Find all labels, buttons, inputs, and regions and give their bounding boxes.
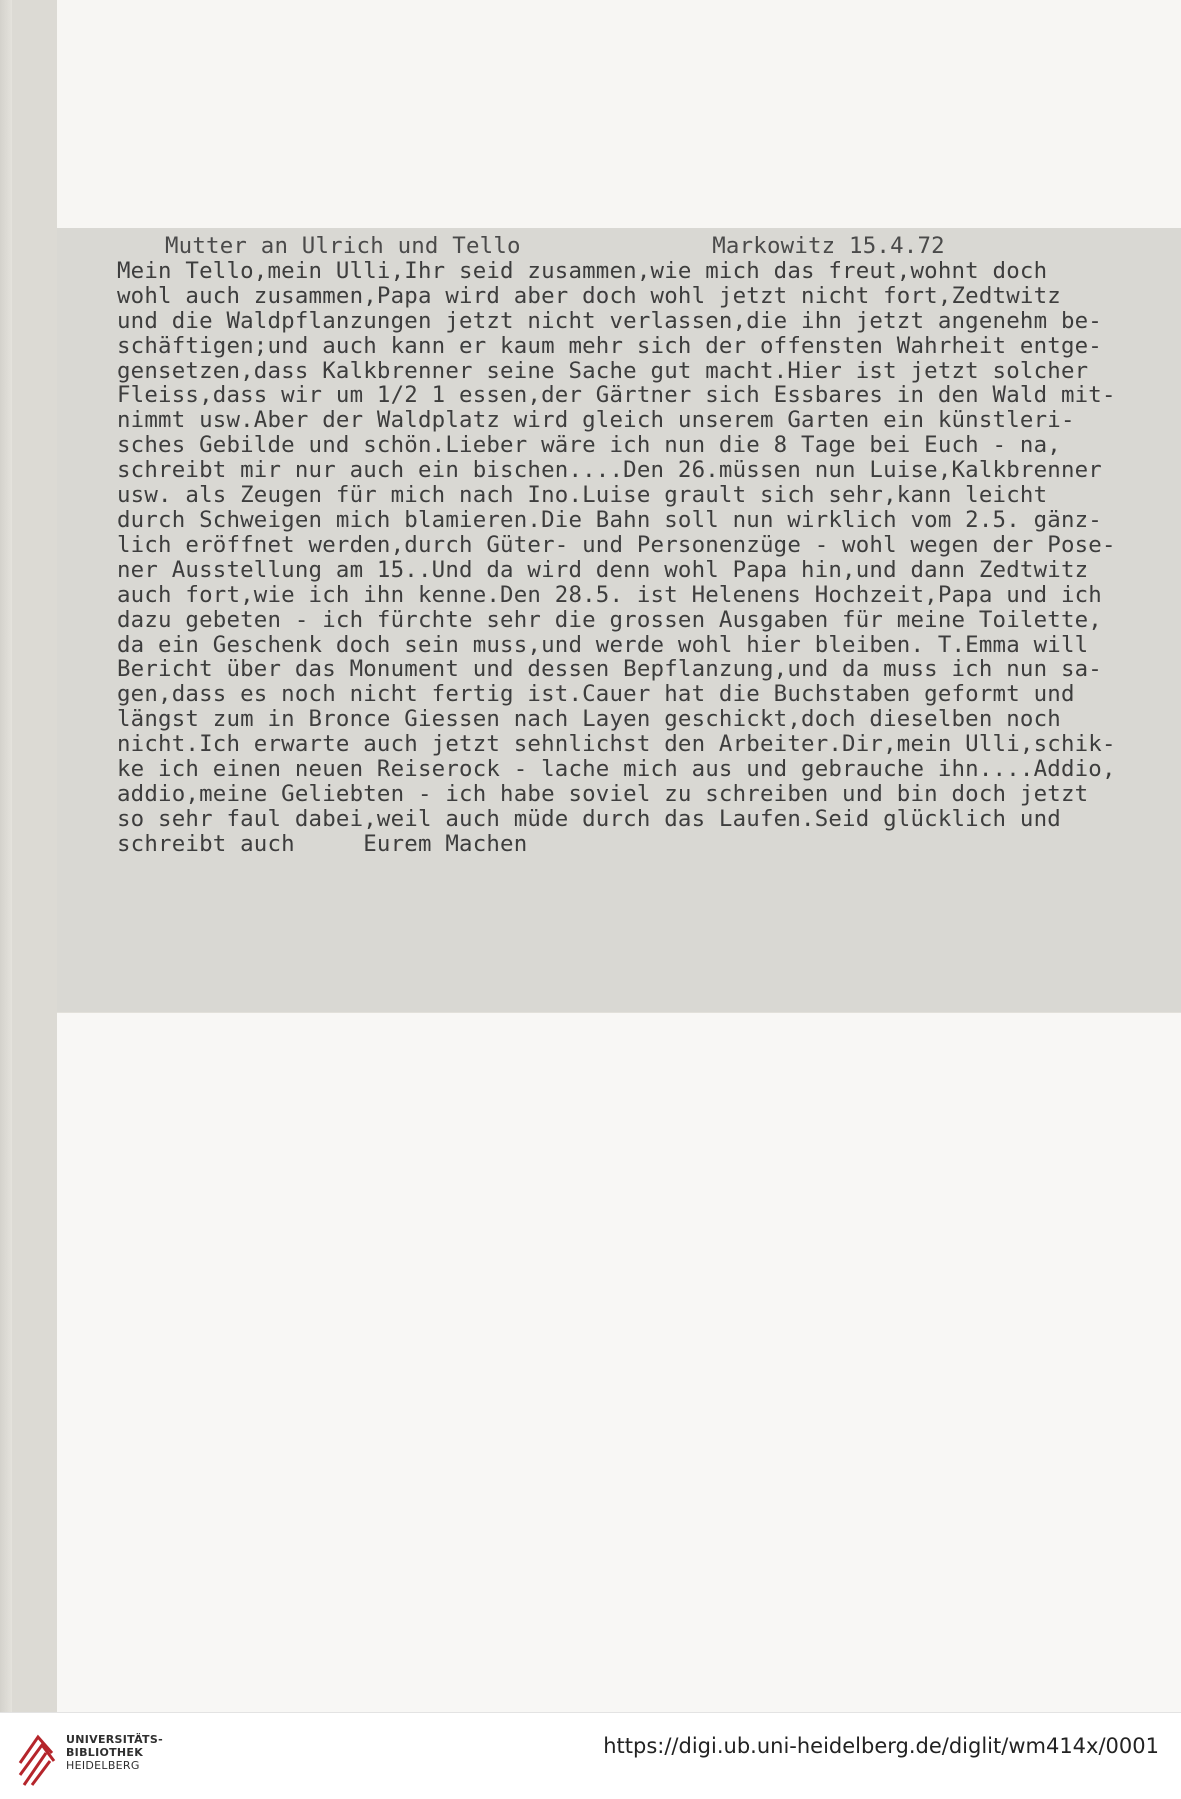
letter-line: und die Waldpflanzungen jetzt nicht verlassen,die ihn jetzt angenehm be- (117, 307, 1102, 334)
letter-line: da ein Geschenk doch sein muss,und werde wohl hier bleiben. T.Emma will (117, 631, 1089, 658)
letter-line: nicht.Ich erwarte auch jetzt sehnlichst den Arbeiter.Dir,mein Ulli,schik- (117, 731, 1116, 758)
card-top-blank (57, 0, 1181, 229)
card-bottom-blank (57, 1012, 1181, 1713)
letter-line: gen,dass es noch nicht fertig ist.Cauer hat die Buchstaben geformt und (117, 681, 1075, 708)
letter-line: schreibt auch Eurem Machen (117, 830, 528, 857)
library-name-line2: BIBLIOTHEK (66, 1746, 144, 1759)
letter-line: Mein Tello,mein Ulli,Ihr seid zusammen,wie mich das freut,wohnt doch (117, 257, 1048, 284)
letter-line: schäftigen;und auch kann er kaum mehr sich der offensten Wahrheit entge- (117, 332, 1102, 359)
binding-edge (0, 0, 12, 1712)
viewer-footer (0, 1712, 1181, 1799)
heading-sender: Mutter an Ulrich und Tello (165, 233, 521, 259)
letter-line: Fleiss,dass wir um 1/2 1 essen,der Gärtner sich Essbares in den Wald mit- (117, 382, 1116, 409)
letter-line: dazu gebeten - ich fürchte sehr die grossen Ausgaben für meine Toilette, (117, 606, 1102, 633)
library-name (66, 1733, 163, 1772)
library-name-line3: HEIDELBERG (66, 1759, 140, 1772)
letter-line: längst zum in Bronce Giessen nach Layen geschickt,doch dieselben noch (117, 706, 1061, 733)
letter-line: schreibt mir nur auch ein bischen....Den 26.müssen nun Luise,Kalkbrenner (117, 457, 1102, 484)
letter-line: ke ich einen neuen Reiserock - lache mich aus und gebrauche ihn....Addio, (117, 756, 1116, 783)
university-library-logo-icon (14, 1723, 58, 1787)
letter-line: gensetzen,dass Kalkbrenner seine Sache gut macht.Hier ist jetzt solcher (117, 357, 1089, 384)
letter-line: so sehr faul dabei,weil auch müde durch das Laufen.Seid glücklich und (117, 805, 1061, 832)
letter-line: addio,meine Geliebten - ich habe soviel zu schreiben und bin doch jetzt (117, 780, 1089, 807)
permalink-url[interactable]: https://digi.ub.uni-heidelberg.de/diglit/wm414x/0001 (603, 1734, 1159, 1758)
heading-place-date: Markowitz 15.4.72 (712, 233, 945, 259)
library-name-line1: UNIVERSITÄTS- (66, 1733, 163, 1746)
letter-line: auch fort,wie ich ihn kenne.Den 28.5. ist Helenens Hochzeit,Papa und ich (117, 581, 1102, 608)
letter-line: usw. als Zeugen für mich nach Ino.Luise grault sich sehr,kann leicht (117, 482, 1048, 509)
letter-line: sches Gebilde und schön.Lieber wäre ich nun die 8 Tage bei Euch - na, (117, 432, 1061, 459)
letter-line: wohl auch zusammen,Papa wird aber doch wohl jetzt nicht fort,Zedtwitz (117, 282, 1061, 309)
typed-letter-sheet (57, 228, 1181, 1012)
letter-line: ner Ausstellung am 15..Und da wird denn wohl Papa hin,und dann Zedtwitz (117, 556, 1089, 583)
letter-line: nimmt usw.Aber der Waldplatz wird gleich unserem Garten ein künstleri- (117, 407, 1075, 434)
letter-line: lich eröffnet werden,durch Güter- und Personenzüge - wohl wegen der Pose- (117, 531, 1116, 558)
letter-heading (117, 234, 1177, 259)
letter-line: Bericht über das Monument und dessen Bepflanzung,und da muss ich nun sa- (117, 656, 1102, 683)
letter-text (117, 234, 1177, 857)
letter-line: durch Schweigen mich blamieren.Die Bahn soll nun wirklich vom 2.5. gänz- (117, 506, 1102, 533)
